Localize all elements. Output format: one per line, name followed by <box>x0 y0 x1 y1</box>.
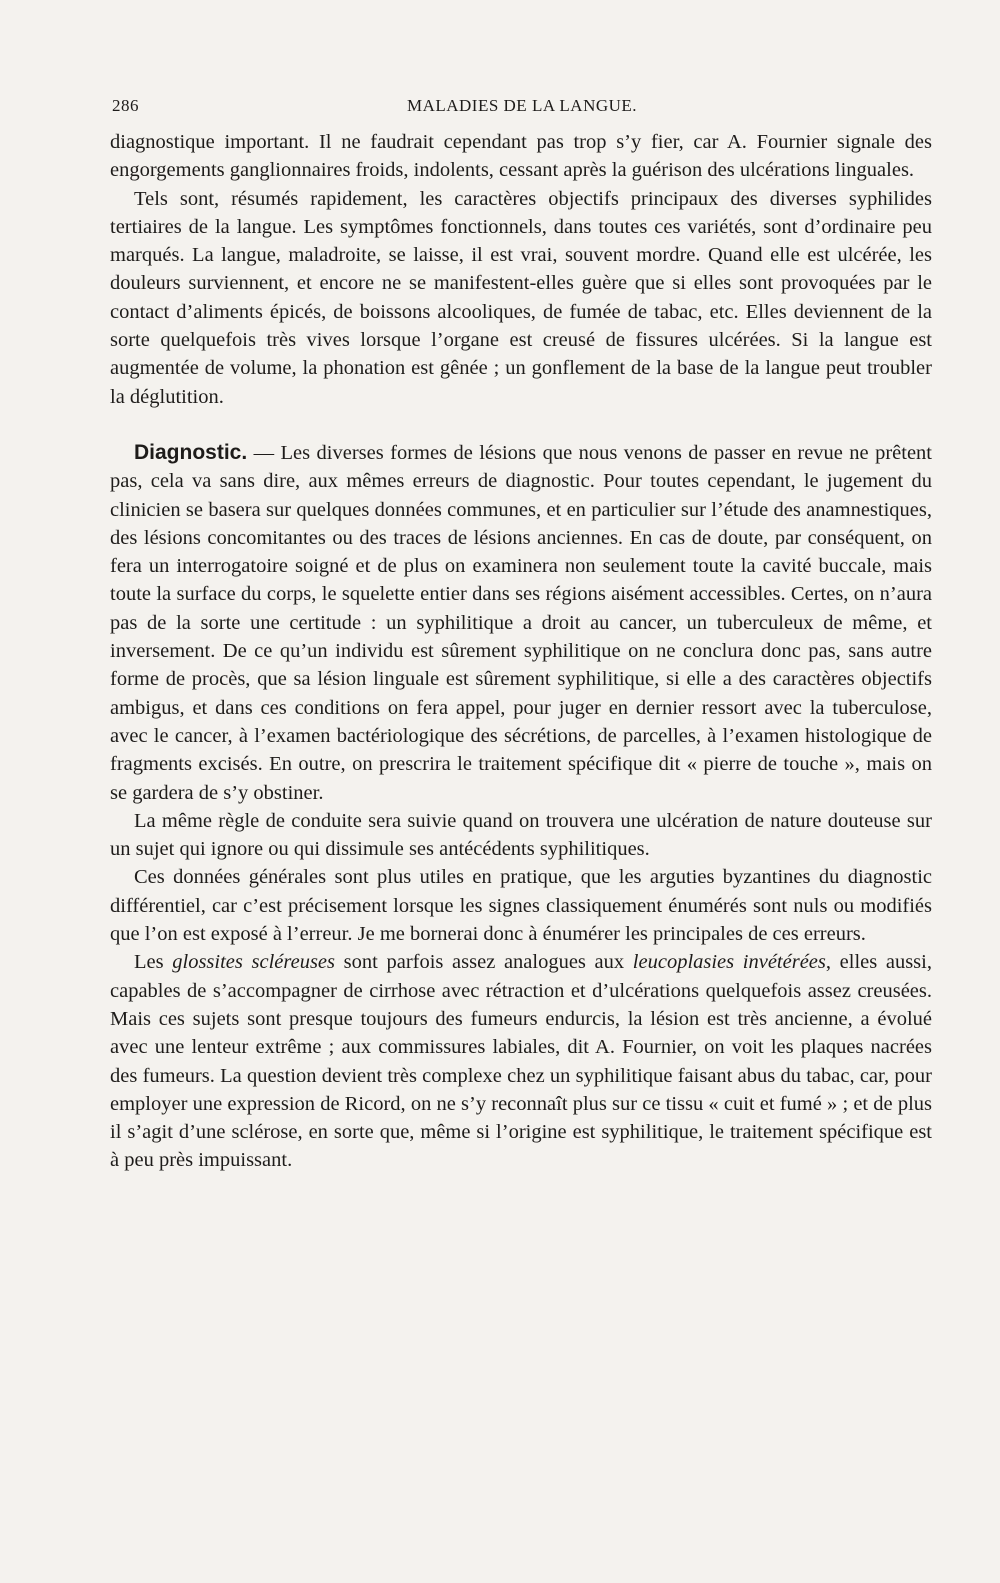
page-header <box>112 96 932 120</box>
italic-term: leucoplasies invétérées <box>632 951 826 974</box>
text-run: Les <box>134 951 173 974</box>
running-title: MALADIES DE LA LANGUE. <box>406 96 638 115</box>
text-run: sont parfois assez analogues aux <box>335 951 633 974</box>
paragraph-diagnostic <box>110 439 932 807</box>
paragraph-continuation: diagnostique important. Il ne faudrait cependant pas trop s’y fier, car A. Fournier signale des engorgements ganglionnaires froids, indolents, cessant après la guérison des ulcérations linguales. <box>110 131 932 182</box>
body-text <box>110 128 932 1175</box>
text-run: , elles aussi, capables de s’accompagner de cirrhose avec rétraction et d’ulcérations quelquefois assez creusées. Mais ces sujets sont presque toujours des fumeurs endurcis, la lésion est très ancienne, a évolué avec une lenteur extrême ; aux commissures labiales, dit A. Fournier, on voit les plaques nacrées des fumeurs. La question devient très complexe chez un syphilitique faisant abus du tabac, car, pour employer une expression de Ricord, on ne s’y reconnaît plus sur ce tissu « cuit et fumé » ; et de plus il s’agit d’une sclérose, en sorte que, même si l’origine est syphilitique, le traitement spécifique est à peu près impuissant. <box>110 951 932 1172</box>
paragraph-symptoms: Tels sont, résumés rapidement, les caractères objectifs principaux des diverses syphilides tertiaires de la langue. Les symptômes fonctionnels, dans toutes ces variétés, sont d’ordinaire peu marqués. La langue, maladroite, se laisse, il est vrai, souvent mordre. Quand elle est ulcérée, les douleurs surviennent, et encore ne se manifestent-elles guère que si elles sont provoquées par le contact d’aliments épicés, de boissons alcooliques, de fumée de tabac, etc. Elles deviennent de la sorte quelquefois très vives lorsque l’organe est creusé de fissures ulcérées. Si la langue est augmentée de volume, la phonation est gênée ; un gonflement de la base de la langue peut troubler la déglutition. <box>110 187 932 408</box>
italic-term: glossites scléreuses <box>172 951 336 974</box>
paragraph-conduct: La même règle de conduite sera suivie quand on trouvera une ulcération de nature douteuse sur un sujet qui ignore ou qui dissimule ses antécédents syphilitiques. <box>110 809 932 861</box>
paragraph-general-data: Ces données générales sont plus utiles en pratique, que les arguties byzantines du diagnostic différentiel, car c’est précisement lorsque les signes classiquement énumérés sont nuls ou modifiés que l’on est exposé à l’erreur. Je me bornerai donc à énumérer les principales de ces erreurs. <box>110 866 932 946</box>
paragraph-diagnostic-text: — Les diverses formes de lésions que nous venons de passer en revue ne prêtent pas, cela va sans dire, aux mêmes erreurs de diagnostic. Pour toutes cependant, le jugement du clinicien se basera sur quelques données communes, et en particulier sur l’étude des anamnestiques, des lésions concomitantes ou des traces de lésions anciennes. En cas de doute, par conséquent, on fera un interrogatoire soigné et de plus on examinera non seulement toute la cavité buccale, mais toute la surface du corps, le squelette entier dans ses régions aisément accessibles. Certes, on n’aura pas de la sorte une certitude : un syphilitique a droit au cancer, un tuberculeux de même, et inversement. De ce qu’un individu est sûrement syphilitique on ne conclura donc pas, sans autre forme de procès, que sa lésion linguale est sûrement syphilitique, si elle a des caractères objectifs ambigus, et dans ces conditions on fera appel, pour juger en dernier ressort avec la tuberculose, avec le cancer, à l’examen bactériologique des sécrétions, de parcelles, à l’examen histologique de fragments excisés. En outre, on prescrira le traitement spécifique dit « pierre de touche », mais on se gardera de s’y obstiner. <box>110 441 932 804</box>
page-number: 286 <box>112 96 139 115</box>
paragraph-glossites <box>110 948 932 1174</box>
section-heading: Diagnostic. <box>134 440 248 464</box>
